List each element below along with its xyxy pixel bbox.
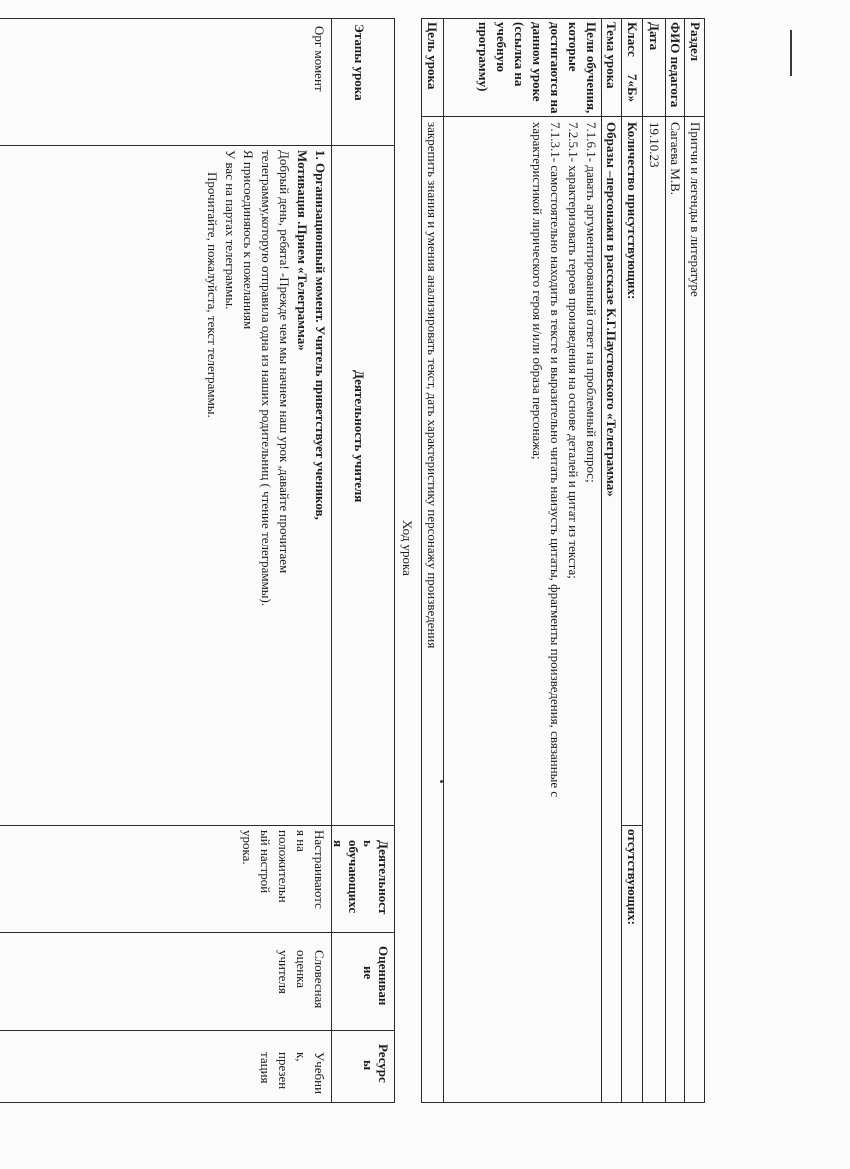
- goal-value: закрепить знания и умения анализировать текст, дать характеристику персонажу произведения: [425, 122, 440, 649]
- column-header-resources: Ресурс: [376, 1044, 391, 1083]
- column-header-teacher-activity: Деятельность учителя: [352, 370, 367, 503]
- resources-line: Учебни: [312, 1052, 327, 1095]
- table-border: [422, 18, 705, 19]
- table-border: [443, 18, 444, 1103]
- class-label: Класс: [625, 22, 640, 57]
- activity-line: Прочитайте, пожалуйста, текст телеграммы.: [205, 172, 220, 418]
- activity-line: Я присоединяюсь к пожеланиям: [241, 150, 256, 330]
- table-border: [0, 932, 395, 933]
- objectives-label-line: достигаются на: [548, 22, 563, 114]
- resources-line: к,: [294, 1052, 309, 1062]
- teacher-value: Сагаева М.В.: [668, 122, 683, 196]
- objectives-label-line: (ссылка на: [512, 22, 527, 87]
- topic-label: Тема урока: [604, 22, 619, 89]
- student-activity-line: Настраиваютс: [312, 830, 327, 909]
- assessment-line: Словесная: [312, 950, 327, 1009]
- section-label: Раздел: [688, 22, 703, 62]
- table-border: [642, 18, 643, 1103]
- table-border: [0, 1030, 395, 1031]
- student-activity-line: положительн: [276, 830, 291, 903]
- class-value: 7«Б»: [625, 74, 640, 103]
- resources-line: тация: [258, 1052, 273, 1084]
- table-border: [394, 18, 395, 1103]
- table-border: [0, 145, 395, 146]
- column-header-student-activity: обучающихс: [346, 840, 361, 914]
- goal-label: Цель урока: [425, 22, 440, 90]
- table-border: [421, 18, 422, 1103]
- table-border: [331, 18, 332, 1103]
- absent-label: отсутствующих:: [625, 829, 640, 925]
- column-header-student-activity: я: [331, 840, 346, 848]
- activity-heading: 1. Организационный момент. Учитель приветствует учеников,: [313, 150, 328, 520]
- table-border: [0, 825, 395, 826]
- resources-line: презен: [276, 1052, 291, 1090]
- column-header-student-activity: Деятельност: [376, 840, 391, 915]
- table-border: [621, 18, 622, 1103]
- column-header-resources: ы: [361, 1060, 376, 1071]
- column-header-assessment: ие: [361, 966, 376, 980]
- teacher-label: ФИО педагога: [668, 22, 683, 108]
- column-header-stages: Этапы урока: [352, 24, 367, 101]
- objectives-label-line: программу): [476, 22, 491, 92]
- section-value: Притчи и легенды в литературе: [688, 122, 703, 297]
- objectives-label-line: учебную: [494, 22, 509, 73]
- scan-mark: [440, 780, 443, 783]
- objective-item: 7.1.6.1- давать аргументированный ответ на проблемный вопрос;: [584, 122, 599, 483]
- table-border: [0, 1102, 395, 1103]
- activity-line: Добрый день, ребята! -Прежде чем мы начнем наш урок ,давайте прочитаем: [277, 150, 292, 574]
- student-activity-line: ый настрой: [258, 830, 273, 894]
- stage-cell: Орг момент: [312, 26, 327, 92]
- column-header-assessment: Оцениван: [376, 946, 391, 1006]
- column-header-student-activity: ь: [361, 840, 376, 847]
- course-title: Ход урока: [400, 520, 415, 576]
- objectives-label-line: которые: [566, 22, 581, 72]
- date-value: 19.10.23: [647, 122, 662, 168]
- objectives-label-line: Цели обучения,: [584, 22, 599, 114]
- activity-line: У вас на партах телеграммы.: [223, 150, 238, 310]
- date-label: Дата: [647, 22, 662, 51]
- table-border: [622, 825, 643, 826]
- student-activity-line: урока.: [240, 830, 255, 865]
- activity-heading: Мотивация .Прием «Телеграмма»: [295, 150, 310, 351]
- student-activity-line: я на: [294, 830, 309, 852]
- topic-value: Образы –персонажи в рассказе К.Г.Паустовского «Телеграмма»: [604, 122, 619, 497]
- assessment-line: оценка: [294, 950, 309, 989]
- activity-line: телеграмму,которую отправила одна из наших родительниц ( чтение телеграммы).: [259, 150, 274, 607]
- table-border: [422, 116, 705, 117]
- present-label: Количество присутствующих:: [625, 122, 640, 300]
- scan-mark: [790, 30, 792, 76]
- objective-item: характеристикой лирического героя и/или образа персонажа;: [530, 122, 545, 460]
- objective-item: 7.1.3.1- самостоятельно находить в тексте и выразительно читать наизусть цитаты, фрагменты произведения, связанные с: [548, 122, 563, 798]
- table-border: [422, 1102, 705, 1103]
- objective-item: 7.2.5.1- характеризовать героев произведения на основе деталей и цитат из текста;: [566, 122, 581, 579]
- objectives-label-line: данном уроке: [530, 22, 545, 102]
- table-border: [0, 18, 395, 19]
- assessment-line: учителя: [276, 950, 291, 994]
